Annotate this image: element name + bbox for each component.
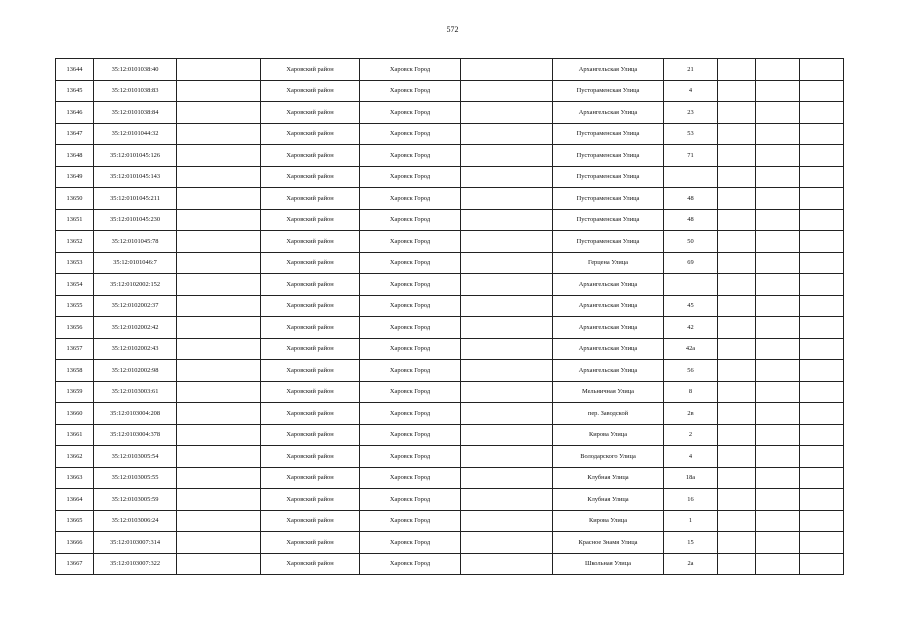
- owner-cell: [177, 123, 261, 145]
- city-cell: Харовск Город: [360, 166, 461, 188]
- row-number-cell: 13667: [56, 553, 94, 575]
- row-number-cell: 13659: [56, 381, 94, 403]
- building-cell: [718, 295, 756, 317]
- city-cell: Харовск Город: [360, 553, 461, 575]
- building-cell: [718, 489, 756, 511]
- city-cell: Харовск Город: [360, 424, 461, 446]
- apartment-cell: [800, 80, 844, 102]
- street-cell: Клубная Улица: [553, 467, 664, 489]
- owner-cell: [177, 553, 261, 575]
- house-number-cell: 21: [664, 59, 718, 81]
- owner-cell: [177, 188, 261, 210]
- apartment-cell: [800, 532, 844, 554]
- district-cell: Харовский район: [261, 489, 360, 511]
- row-number-cell: 13653: [56, 252, 94, 274]
- row-number-cell: 13651: [56, 209, 94, 231]
- apartment-cell: [800, 59, 844, 81]
- registry-table: [55, 58, 844, 575]
- house-number-cell: 69: [664, 252, 718, 274]
- structure-cell: [756, 510, 800, 532]
- row-number-cell: 13666: [56, 532, 94, 554]
- house-number-cell: 4: [664, 446, 718, 468]
- row-number-cell: 13661: [56, 424, 94, 446]
- settlement-cell: [461, 381, 553, 403]
- district-cell: Харовский район: [261, 166, 360, 188]
- city-cell: Харовск Город: [360, 360, 461, 382]
- table-row: [56, 188, 844, 210]
- settlement-cell: [461, 446, 553, 468]
- cadastral-number-cell: 35:12:0101045:143: [94, 166, 177, 188]
- city-cell: Харовск Город: [360, 338, 461, 360]
- district-cell: Харовский район: [261, 360, 360, 382]
- cadastral-number-cell: 35:12:0103005:59: [94, 489, 177, 511]
- cadastral-number-cell: 35:12:0101045:230: [94, 209, 177, 231]
- page-number: 572: [446, 25, 459, 34]
- city-cell: Харовск Город: [360, 510, 461, 532]
- settlement-cell: [461, 102, 553, 124]
- city-cell: Харовск Город: [360, 489, 461, 511]
- table-row: [56, 489, 844, 511]
- city-cell: Харовск Город: [360, 317, 461, 339]
- table-row: [56, 424, 844, 446]
- district-cell: Харовский район: [261, 381, 360, 403]
- settlement-cell: [461, 145, 553, 167]
- table-row: [56, 446, 844, 468]
- settlement-cell: [461, 274, 553, 296]
- district-cell: Харовский район: [261, 123, 360, 145]
- apartment-cell: [800, 317, 844, 339]
- cadastral-number-cell: 35:12:0103006:24: [94, 510, 177, 532]
- owner-cell: [177, 381, 261, 403]
- table-row: [56, 403, 844, 425]
- settlement-cell: [461, 532, 553, 554]
- row-number-cell: 13660: [56, 403, 94, 425]
- cadastral-number-cell: 35:12:0101045:126: [94, 145, 177, 167]
- row-number-cell: 13657: [56, 338, 94, 360]
- settlement-cell: [461, 166, 553, 188]
- district-cell: Харовский район: [261, 424, 360, 446]
- house-number-cell: 48: [664, 209, 718, 231]
- cadastral-number-cell: 35:12:0102002:98: [94, 360, 177, 382]
- owner-cell: [177, 338, 261, 360]
- apartment-cell: [800, 360, 844, 382]
- apartment-cell: [800, 123, 844, 145]
- cadastral-number-cell: 35:12:0101046:7: [94, 252, 177, 274]
- row-number-cell: 13664: [56, 489, 94, 511]
- owner-cell: [177, 166, 261, 188]
- city-cell: Харовск Город: [360, 188, 461, 210]
- row-number-cell: 13647: [56, 123, 94, 145]
- owner-cell: [177, 209, 261, 231]
- settlement-cell: [461, 553, 553, 575]
- cadastral-number-cell: 35:12:0103005:55: [94, 467, 177, 489]
- apartment-cell: [800, 166, 844, 188]
- street-cell: Архангельская Улица: [553, 102, 664, 124]
- building-cell: [718, 381, 756, 403]
- cadastral-number-cell: 35:12:0103005:54: [94, 446, 177, 468]
- city-cell: Харовск Город: [360, 231, 461, 253]
- building-cell: [718, 274, 756, 296]
- building-cell: [718, 166, 756, 188]
- table-row: [56, 123, 844, 145]
- row-number-cell: 13652: [56, 231, 94, 253]
- table-row: [56, 360, 844, 382]
- building-cell: [718, 360, 756, 382]
- row-number-cell: 13654: [56, 274, 94, 296]
- table-row: [56, 553, 844, 575]
- house-number-cell: 50: [664, 231, 718, 253]
- table-row: [56, 80, 844, 102]
- district-cell: Харовский район: [261, 145, 360, 167]
- street-cell: пер. Заводской: [553, 403, 664, 425]
- district-cell: Харовский район: [261, 317, 360, 339]
- owner-cell: [177, 424, 261, 446]
- settlement-cell: [461, 209, 553, 231]
- apartment-cell: [800, 209, 844, 231]
- city-cell: Харовск Город: [360, 446, 461, 468]
- row-number-cell: 13644: [56, 59, 94, 81]
- building-cell: [718, 145, 756, 167]
- street-cell: Кирова Улица: [553, 424, 664, 446]
- city-cell: Харовск Город: [360, 209, 461, 231]
- settlement-cell: [461, 510, 553, 532]
- table-row: [56, 295, 844, 317]
- city-cell: Харовск Город: [360, 145, 461, 167]
- apartment-cell: [800, 295, 844, 317]
- owner-cell: [177, 489, 261, 511]
- owner-cell: [177, 446, 261, 468]
- row-number-cell: 13656: [56, 317, 94, 339]
- structure-cell: [756, 403, 800, 425]
- cadastral-number-cell: 35:12:0103004:208: [94, 403, 177, 425]
- street-cell: Красное Знамя Улица: [553, 532, 664, 554]
- cadastral-number-cell: 35:12:0103004:378: [94, 424, 177, 446]
- street-cell: Архангельская Улица: [553, 338, 664, 360]
- owner-cell: [177, 102, 261, 124]
- city-cell: Харовск Город: [360, 274, 461, 296]
- building-cell: [718, 80, 756, 102]
- street-cell: Архангельская Улица: [553, 295, 664, 317]
- structure-cell: [756, 424, 800, 446]
- house-number-cell: 8: [664, 381, 718, 403]
- apartment-cell: [800, 102, 844, 124]
- settlement-cell: [461, 360, 553, 382]
- house-number-cell: 56: [664, 360, 718, 382]
- owner-cell: [177, 510, 261, 532]
- structure-cell: [756, 102, 800, 124]
- owner-cell: [177, 59, 261, 81]
- city-cell: Харовск Город: [360, 381, 461, 403]
- district-cell: Харовский район: [261, 188, 360, 210]
- street-cell: Пустораменская Улица: [553, 80, 664, 102]
- settlement-cell: [461, 252, 553, 274]
- owner-cell: [177, 295, 261, 317]
- building-cell: [718, 424, 756, 446]
- cadastral-number-cell: 35:12:0101044:32: [94, 123, 177, 145]
- district-cell: Харовский район: [261, 403, 360, 425]
- apartment-cell: [800, 467, 844, 489]
- settlement-cell: [461, 317, 553, 339]
- apartment-cell: [800, 381, 844, 403]
- structure-cell: [756, 532, 800, 554]
- street-cell: Пустораменская Улица: [553, 123, 664, 145]
- house-number-cell: 48: [664, 188, 718, 210]
- city-cell: Харовск Город: [360, 467, 461, 489]
- street-cell: Пустораменская Улица: [553, 166, 664, 188]
- street-cell: Архангельская Улица: [553, 360, 664, 382]
- table-row: [56, 317, 844, 339]
- settlement-cell: [461, 338, 553, 360]
- owner-cell: [177, 231, 261, 253]
- house-number-cell: 53: [664, 123, 718, 145]
- district-cell: Харовский район: [261, 510, 360, 532]
- settlement-cell: [461, 123, 553, 145]
- structure-cell: [756, 360, 800, 382]
- house-number-cell: 18а: [664, 467, 718, 489]
- apartment-cell: [800, 424, 844, 446]
- district-cell: Харовский район: [261, 252, 360, 274]
- house-number-cell: 42: [664, 317, 718, 339]
- district-cell: Харовский район: [261, 553, 360, 575]
- house-number-cell: 42а: [664, 338, 718, 360]
- house-number-cell: 71: [664, 145, 718, 167]
- settlement-cell: [461, 80, 553, 102]
- house-number-cell: 2: [664, 424, 718, 446]
- city-cell: Харовск Город: [360, 252, 461, 274]
- district-cell: Харовский район: [261, 59, 360, 81]
- apartment-cell: [800, 446, 844, 468]
- cadastral-number-cell: 35:12:0102002:43: [94, 338, 177, 360]
- settlement-cell: [461, 424, 553, 446]
- table-row: [56, 59, 844, 81]
- house-number-cell: 23: [664, 102, 718, 124]
- row-number-cell: 13658: [56, 360, 94, 382]
- city-cell: Харовск Город: [360, 403, 461, 425]
- table-row: [56, 145, 844, 167]
- row-number-cell: 13655: [56, 295, 94, 317]
- cadastral-number-cell: 35:12:0103003:61: [94, 381, 177, 403]
- street-cell: Кирова Улица: [553, 510, 664, 532]
- building-cell: [718, 59, 756, 81]
- building-cell: [718, 467, 756, 489]
- street-cell: Архангельская Улица: [553, 274, 664, 296]
- structure-cell: [756, 446, 800, 468]
- table-row: [56, 381, 844, 403]
- street-cell: Клубная Улица: [553, 489, 664, 511]
- row-number-cell: 13645: [56, 80, 94, 102]
- street-cell: Пустораменская Улица: [553, 231, 664, 253]
- apartment-cell: [800, 489, 844, 511]
- street-cell: Володарского Улица: [553, 446, 664, 468]
- district-cell: Харовский район: [261, 209, 360, 231]
- district-cell: Харовский район: [261, 274, 360, 296]
- structure-cell: [756, 145, 800, 167]
- structure-cell: [756, 553, 800, 575]
- district-cell: Харовский район: [261, 102, 360, 124]
- building-cell: [718, 231, 756, 253]
- settlement-cell: [461, 489, 553, 511]
- cadastral-number-cell: 35:12:0103007:314: [94, 532, 177, 554]
- row-number-cell: 13665: [56, 510, 94, 532]
- district-cell: Харовский район: [261, 231, 360, 253]
- table-row: [56, 209, 844, 231]
- owner-cell: [177, 532, 261, 554]
- owner-cell: [177, 252, 261, 274]
- structure-cell: [756, 489, 800, 511]
- structure-cell: [756, 381, 800, 403]
- structure-cell: [756, 338, 800, 360]
- building-cell: [718, 188, 756, 210]
- house-number-cell: 45: [664, 295, 718, 317]
- structure-cell: [756, 252, 800, 274]
- building-cell: [718, 102, 756, 124]
- building-cell: [718, 252, 756, 274]
- street-cell: Пустораменская Улица: [553, 188, 664, 210]
- city-cell: Харовск Город: [360, 532, 461, 554]
- city-cell: Харовск Город: [360, 102, 461, 124]
- cadastral-number-cell: 35:12:0103007:322: [94, 553, 177, 575]
- row-number-cell: 13662: [56, 446, 94, 468]
- street-cell: Герцена Улица: [553, 252, 664, 274]
- apartment-cell: [800, 252, 844, 274]
- row-number-cell: 13648: [56, 145, 94, 167]
- building-cell: [718, 338, 756, 360]
- apartment-cell: [800, 274, 844, 296]
- apartment-cell: [800, 145, 844, 167]
- table-row: [56, 467, 844, 489]
- cadastral-number-cell: 35:12:0102002:37: [94, 295, 177, 317]
- apartment-cell: [800, 403, 844, 425]
- cadastral-number-cell: 35:12:0101038:84: [94, 102, 177, 124]
- settlement-cell: [461, 467, 553, 489]
- owner-cell: [177, 80, 261, 102]
- building-cell: [718, 403, 756, 425]
- street-cell: Архангельская Улица: [553, 317, 664, 339]
- building-cell: [718, 209, 756, 231]
- building-cell: [718, 532, 756, 554]
- table-row: [56, 102, 844, 124]
- apartment-cell: [800, 338, 844, 360]
- table-row: [56, 252, 844, 274]
- settlement-cell: [461, 231, 553, 253]
- house-number-cell: [664, 274, 718, 296]
- building-cell: [718, 317, 756, 339]
- structure-cell: [756, 467, 800, 489]
- table-body: [56, 59, 844, 575]
- street-cell: Пустораменская Улица: [553, 209, 664, 231]
- structure-cell: [756, 123, 800, 145]
- district-cell: Харовский район: [261, 295, 360, 317]
- street-cell: Архангельская Улица: [553, 59, 664, 81]
- house-number-cell: [664, 166, 718, 188]
- table-row: [56, 231, 844, 253]
- building-cell: [718, 123, 756, 145]
- owner-cell: [177, 274, 261, 296]
- cadastral-number-cell: 35:12:0102002:152: [94, 274, 177, 296]
- structure-cell: [756, 295, 800, 317]
- house-number-cell: 16: [664, 489, 718, 511]
- table-row: [56, 510, 844, 532]
- house-number-cell: 15: [664, 532, 718, 554]
- city-cell: Харовск Город: [360, 123, 461, 145]
- settlement-cell: [461, 188, 553, 210]
- owner-cell: [177, 403, 261, 425]
- structure-cell: [756, 166, 800, 188]
- table-row: [56, 338, 844, 360]
- structure-cell: [756, 209, 800, 231]
- apartment-cell: [800, 188, 844, 210]
- settlement-cell: [461, 403, 553, 425]
- settlement-cell: [461, 59, 553, 81]
- structure-cell: [756, 317, 800, 339]
- cadastral-number-cell: 35:12:0101045:78: [94, 231, 177, 253]
- street-cell: Мельничная Улица: [553, 381, 664, 403]
- district-cell: Харовский район: [261, 446, 360, 468]
- district-cell: Харовский район: [261, 467, 360, 489]
- owner-cell: [177, 317, 261, 339]
- building-cell: [718, 510, 756, 532]
- cadastral-number-cell: 35:12:0101045:211: [94, 188, 177, 210]
- structure-cell: [756, 80, 800, 102]
- owner-cell: [177, 145, 261, 167]
- owner-cell: [177, 360, 261, 382]
- apartment-cell: [800, 510, 844, 532]
- row-number-cell: 13650: [56, 188, 94, 210]
- district-cell: Харовский район: [261, 80, 360, 102]
- district-cell: Харовский район: [261, 338, 360, 360]
- row-number-cell: 13646: [56, 102, 94, 124]
- row-number-cell: 13649: [56, 166, 94, 188]
- city-cell: Харовск Город: [360, 295, 461, 317]
- city-cell: Харовск Город: [360, 59, 461, 81]
- house-number-cell: 2а: [664, 553, 718, 575]
- settlement-cell: [461, 295, 553, 317]
- cadastral-number-cell: 35:12:0101038:83: [94, 80, 177, 102]
- apartment-cell: [800, 553, 844, 575]
- row-number-cell: 13663: [56, 467, 94, 489]
- building-cell: [718, 553, 756, 575]
- structure-cell: [756, 59, 800, 81]
- street-cell: Школьная Улица: [553, 553, 664, 575]
- cadastral-number-cell: 35:12:0102002:42: [94, 317, 177, 339]
- structure-cell: [756, 231, 800, 253]
- apartment-cell: [800, 231, 844, 253]
- house-number-cell: 4: [664, 80, 718, 102]
- house-number-cell: 2в: [664, 403, 718, 425]
- owner-cell: [177, 467, 261, 489]
- structure-cell: [756, 188, 800, 210]
- city-cell: Харовск Город: [360, 80, 461, 102]
- structure-cell: [756, 274, 800, 296]
- table-row: [56, 274, 844, 296]
- district-cell: Харовский район: [261, 532, 360, 554]
- street-cell: Пустораменская Улица: [553, 145, 664, 167]
- table-row: [56, 166, 844, 188]
- house-number-cell: 1: [664, 510, 718, 532]
- table-row: [56, 532, 844, 554]
- building-cell: [718, 446, 756, 468]
- cadastral-number-cell: 35:12:0101038:40: [94, 59, 177, 81]
